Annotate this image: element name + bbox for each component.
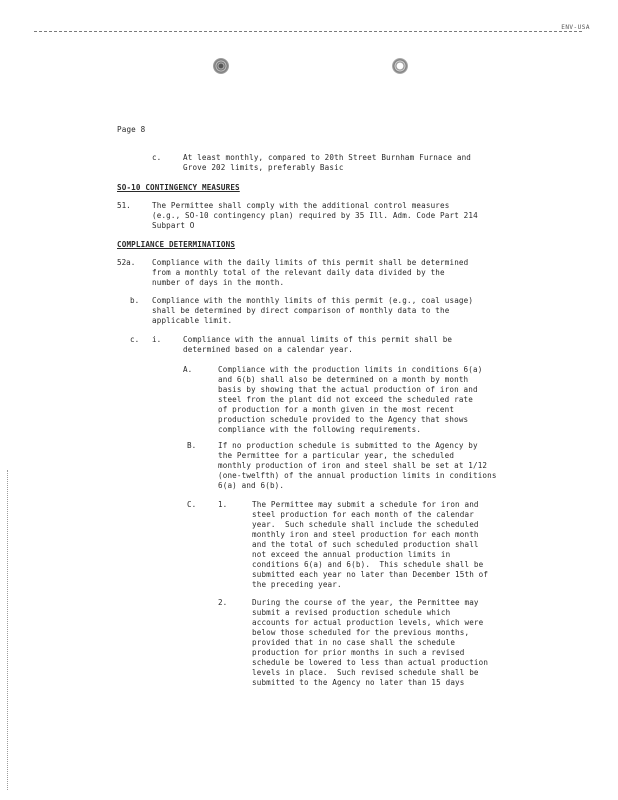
subsubitem-line: submit a revised production schedule which: [252, 608, 451, 617]
paragraph-number: 52a.: [117, 258, 136, 267]
subitem-line: basis by showing that the actual production of iron and: [218, 385, 478, 394]
subsubitem-label: 2.: [218, 598, 228, 607]
left-scan-edge: [7, 470, 8, 790]
item-line: Compliance with the monthly limits of this permit (e.g., coal usage): [152, 296, 474, 305]
subitem-line: Compliance with the production limits in conditions 6(a): [218, 365, 483, 374]
subsubitem-line: year. Such schedule shall include the scheduled: [252, 520, 479, 529]
subsubitem-line: submitted to the Agency no later than 15 days: [252, 678, 465, 687]
paragraph-line: The Permittee shall comply with the additional control measures: [152, 201, 450, 210]
subsubitem-line: steel production for each month of the calendar: [252, 510, 474, 519]
subsubitem-line: accounts for actual production levels, which were: [252, 618, 484, 627]
item-label: c.: [130, 335, 140, 344]
subsubitem-line: below those scheduled for the previous months,: [252, 628, 470, 637]
subitem-line: production schedule provided to the Agency that shows: [218, 415, 469, 424]
paragraph-line: number of days in the month.: [152, 278, 285, 287]
subitem-label: B.: [187, 441, 197, 450]
subitem-label: i.: [152, 335, 162, 344]
subitem-line: If no production schedule is submitted to the Agency by: [218, 441, 478, 450]
item-line: shall be determined by direct comparison of monthly data to the: [152, 306, 450, 315]
subitem-line: monthly production of iron and steel shall be set at 1/12: [218, 461, 488, 470]
subsubitem-line: not exceed the annual production limits in: [252, 550, 451, 559]
subitem-line: compliance with the following requirements.: [218, 425, 422, 434]
subsubitem-line: schedule be lowered to less than actual production: [252, 658, 489, 667]
subitem-line: (one-twelfth) of the annual production limits in conditions: [218, 471, 497, 480]
subitem-label: C.: [187, 500, 197, 509]
subsubitem-line: provided that in no case shall the schedule: [252, 638, 456, 647]
subsubitem-label: 1.: [218, 500, 228, 509]
item-line: Compliance with the annual limits of this permit shall be: [183, 335, 453, 344]
paragraph-line: Subpart O: [152, 221, 195, 230]
subsubitem-line: production for prior months in such a revised: [252, 648, 465, 657]
section-heading: COMPLIANCE DETERMINATIONS: [117, 240, 236, 249]
subsubitem-line: During the course of the year, the Permittee may: [252, 598, 479, 607]
paragraph-line: Compliance with the daily limits of this permit shall be determined: [152, 258, 469, 267]
item-label: c.: [152, 153, 162, 162]
subsubitem-line: submitted each year no later than December 15th of: [252, 570, 489, 579]
subsubitem-line: the preceding year.: [252, 580, 342, 589]
item-line: determined based on a calendar year.: [183, 345, 353, 354]
subsubitem-line: The Permittee may submit a schedule for iron and: [252, 500, 479, 509]
subitem-line: steel from the plant did not exceed the scheduled rate: [218, 395, 473, 404]
subsubitem-line: conditions 6(a) and 6(b). This schedule shall be: [252, 560, 484, 569]
header-mark: ENV-USA: [561, 24, 590, 31]
subitem-label: A.: [183, 365, 193, 374]
subitem-line: of production for a month given in the most recent: [218, 405, 455, 414]
paragraph-number: 51.: [117, 201, 131, 210]
subsubitem-line: monthly iron and steel production for each month: [252, 530, 479, 539]
subsubitem-line: and the total of such scheduled production shall: [252, 540, 479, 549]
subsubitem-line: levels in place. Such revised schedule shall be: [252, 668, 479, 677]
punch-hole-icon: [213, 58, 229, 74]
item-label: b.: [130, 296, 140, 305]
subitem-line: the Permittee for a particular year, the scheduled: [218, 451, 455, 460]
item-line: Grove 202 limits, preferably Basic: [183, 163, 344, 172]
punch-hole-icon: [392, 58, 408, 74]
paragraph-line: (e.g., SO-10 contingency plan) required by 35 Ill. Adm. Code Part 214: [152, 211, 478, 220]
page-label: Page 8: [117, 125, 146, 134]
top-scan-line: [34, 31, 582, 32]
item-line: At least monthly, compared to 20th Street Burnham Furnace and: [183, 153, 472, 162]
subitem-line: and 6(b) shall also be determined on a month by month: [218, 375, 469, 384]
section-heading: SO-10 CONTINGENCY MEASURES: [117, 183, 240, 192]
subitem-line: 6(a) and 6(b).: [218, 481, 285, 490]
item-line: applicable limit.: [152, 316, 233, 325]
paragraph-line: from a monthly total of the relevant daily data divided by the: [152, 268, 445, 277]
